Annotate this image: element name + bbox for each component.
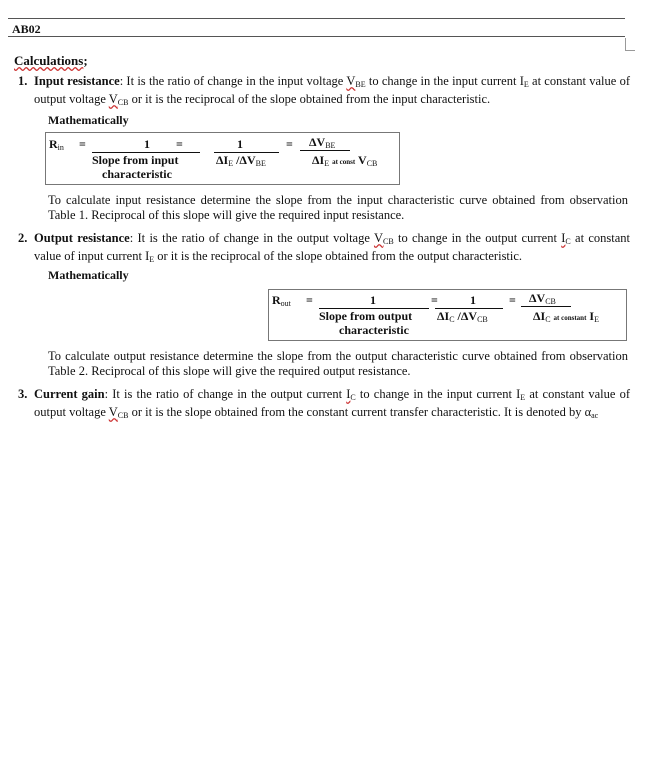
formula-eq: =	[306, 293, 313, 307]
header-top-rule	[8, 18, 625, 19]
formula-den3: $\Delta I_E$ at const $V_{CB}$	[312, 153, 378, 168]
margin-corner-mark-h	[625, 50, 635, 51]
section-title: Calculations;	[14, 53, 88, 68]
list-item-number: 1.	[18, 74, 28, 88]
formula-box-output-resistance	[268, 289, 627, 341]
list-item-number: 3.	[18, 387, 28, 401]
formula-den2: $\Delta I_E$ $/\Delta V_{BE}$	[216, 153, 266, 168]
formula-num2: 1	[237, 137, 243, 151]
document-code: AB02	[12, 22, 41, 36]
formula-num3: $\Delta V_{BE}$	[309, 135, 336, 150]
header-bottom-rule	[8, 36, 625, 37]
note-output-resistance: To calculate output resistance determine the slope from the output characteristic curve obtained from observation Table 2. Reciprocal of this slope will give the required output resistance.	[48, 349, 628, 378]
fraction-line-3	[521, 306, 571, 307]
formula-den1-line1: Slope from output	[319, 309, 413, 323]
formula-den2: $\Delta I_C$ $/\Delta V_{CB}$	[437, 309, 488, 324]
formula-den1-line1: Slope from input	[92, 153, 179, 167]
fraction-line-3	[300, 150, 350, 151]
formula-eq3: =	[286, 137, 293, 151]
formula-den3: $\Delta I_C$ at constant $I_E$	[533, 309, 599, 324]
formula-eq2: =	[176, 137, 183, 151]
paragraph-text: Output resistance: It is the ratio of change in the output voltage $V_{CB}$ to change in the output current $I_C$ at constant value of input current $I_E$ or it is the reciprocal of the slope obtained from the output characteristic.	[34, 231, 631, 264]
formula-lhs: $R_{out}$	[272, 293, 291, 308]
list-item-input-resistance	[18, 74, 630, 110]
formula-eq: =	[79, 137, 86, 151]
paragraph-text: Current gain: It is the ratio of change in the output current $I_C$ to change in the input current $I_E$ at constant value of output voltage $V_{CB}$ or it is the slope obtained from the constant current transfer characteristic. It is denoted by $\alpha_{ac}$	[34, 387, 630, 420]
list-item-current-gain	[18, 387, 630, 423]
formula-num2: 1	[470, 293, 476, 307]
margin-corner-mark	[625, 38, 626, 50]
math-heading-2: Mathematically	[48, 268, 129, 282]
list-item-output-resistance	[18, 231, 630, 267]
formula-eq3: =	[509, 293, 516, 307]
formula-den1-line2: characteristic	[102, 167, 172, 181]
formula-num1: 1	[370, 293, 376, 307]
note-input-resistance: To calculate input resistance determine the slope from the input characteristic curve obtained from observation Table 1. Reciprocal of this slope will give the required input resistance.	[48, 193, 628, 222]
formula-num3: $\Delta V_{CB}$	[529, 291, 556, 306]
paragraph-text: Input resistance: It is the ratio of change in the input voltage $V_{BE}$ to change in the input current $I_E$ at constant value of output voltage $V_{CB}$ or it is the reciprocal of the slope obtained from the input characteristic.	[34, 74, 630, 107]
formula-lhs: $R_{in}$	[49, 137, 64, 152]
formula-den1-line2: characteristic	[339, 323, 409, 337]
math-heading-1: Mathematically	[48, 113, 129, 127]
formula-box-input-resistance	[45, 132, 400, 185]
list-item-number: 2.	[18, 231, 28, 245]
formula-num1: 1	[144, 137, 150, 151]
formula-eq2: =	[431, 293, 438, 307]
